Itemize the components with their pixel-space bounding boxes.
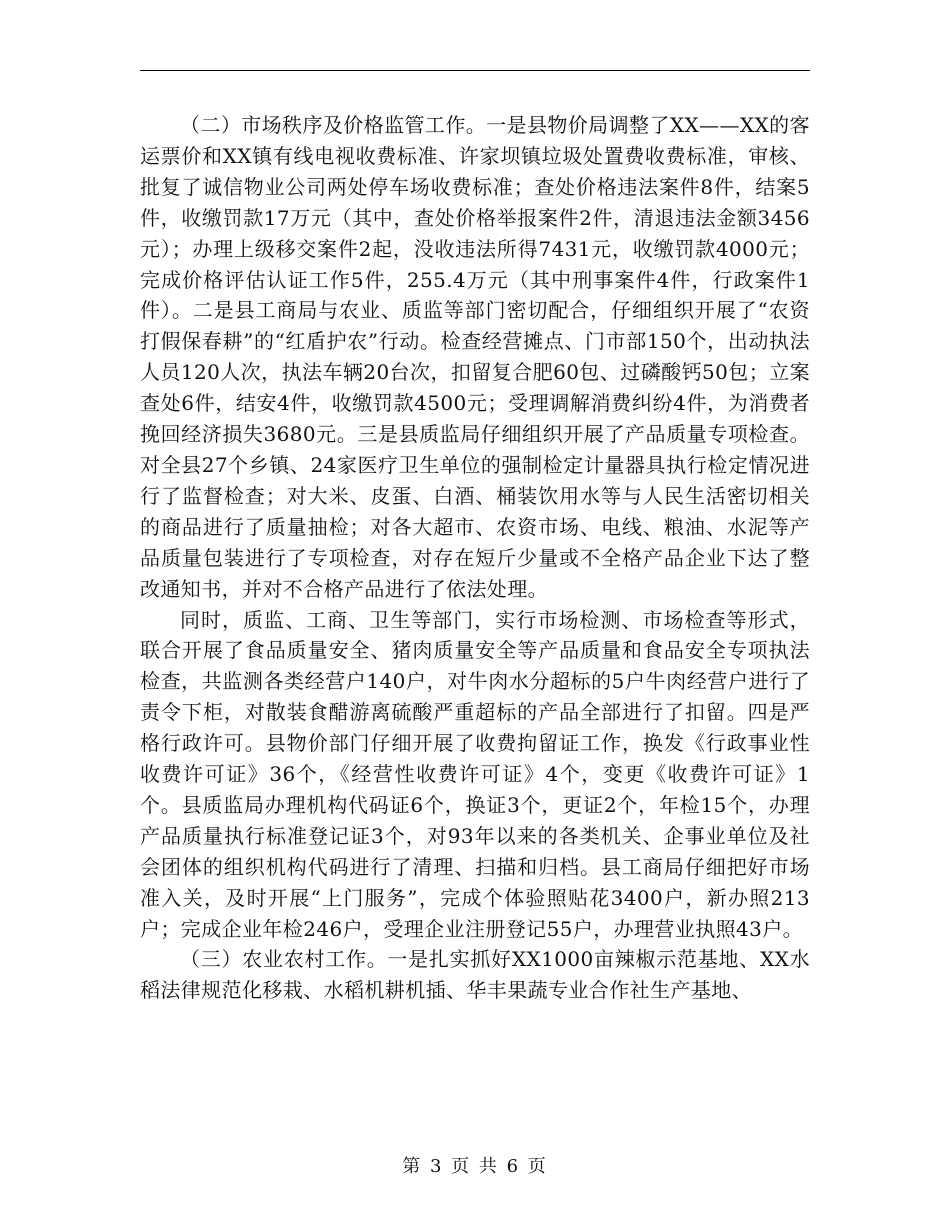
paragraph-agriculture: （三）农业农村工作。一是扎实抓好XX1000亩辣椒示范基地、XX水稻法律规范化移栽、水稻机耕机插、华丰果蔬专业合作社生产基地、 [140,947,810,1003]
document-body [140,110,810,1006]
header-rule [140,70,810,71]
page-number: 第 3 页 共 6 页 [402,1156,548,1177]
paragraph-joint-inspection: 同时，质监、工商、卫生等部门，实行市场检测、市场检查等形式，联合开展了食品质量安全、猪肉质量安全等产品质量和食品安全专项执法检查，共监测各类经营户140户，对牛肉水分超标的5户牛肉经营户进行了责令下柜，对散装食醋游离硫酸严重超标的产品全部进行了扣留。四是严格行政许可。县物价部门仔细开展了收费拘留证工作，换发《行政事业性收费许可证》36个，《经营性收费许可证》4个，变更《收费许可证》1个。县质监局办理机构代码证6个，换证3个，更证2个，年检15个，办理产品质量执行标准登记证3个，对93年以来的各类机关、企事业单位及社会团体的组织机构代码进行了清理、扫描和归档。县工商局仔细把好市场准入关，及时开展“上门服务”，完成个体验照贴花3400户，新办照213户；完成企业年检246户，受理企业注册登记55户，办理营业执照43户。 [140,607,810,941]
paragraph-market-order: （二）市场秩序及价格监管工作。一是县物价局调整了XX——XX的客运票价和XX镇有线电视收费标准、许家坝镇垃圾处置费收费标准，审核、批复了诚信物业公司两处停车场收费标准；查处价格违法案件8件，结案5件，收缴罚款17万元（其中，查处价格举报案件2件，清退违法金额3456元）；办理上级移交案件2起，没收违法所得7431元，收缴罚款4000元；完成价格评估认证工作5件，255.4万元（其中刑事案件4件，行政案件1件）。二是县工商局与农业、质监等部门密切配合，仔细组织开展了“农资打假保春耕”的“红盾护农”行动。检查经营摊点、门市部150个，出动执法人员120人次，执法车辆20台次，扣留复合肥60包、过磷酸钙50包；立案查处6件，结安4件，收缴罚款4500元；受理调解消费纠纷4件，为消费者挽回经济损失3680元。三是县质监局仔细组织开展了产品质量专项检查。对全县27个乡镇、24家医疗卫生单位的强制检定计量器具执行检定情况进行了监督检查；对大米、皮蛋、白酒、桶装饮用水等与人民生活密切相关的商品进行了质量抽检；对各大超市、农资市场、电线、粮油、水泥等产品质量包装进行了专项检查，对存在短斤少量或不全格产品企业下达了整改通知书，并对不合格产品进行了依法处理。 [140,113,810,601]
